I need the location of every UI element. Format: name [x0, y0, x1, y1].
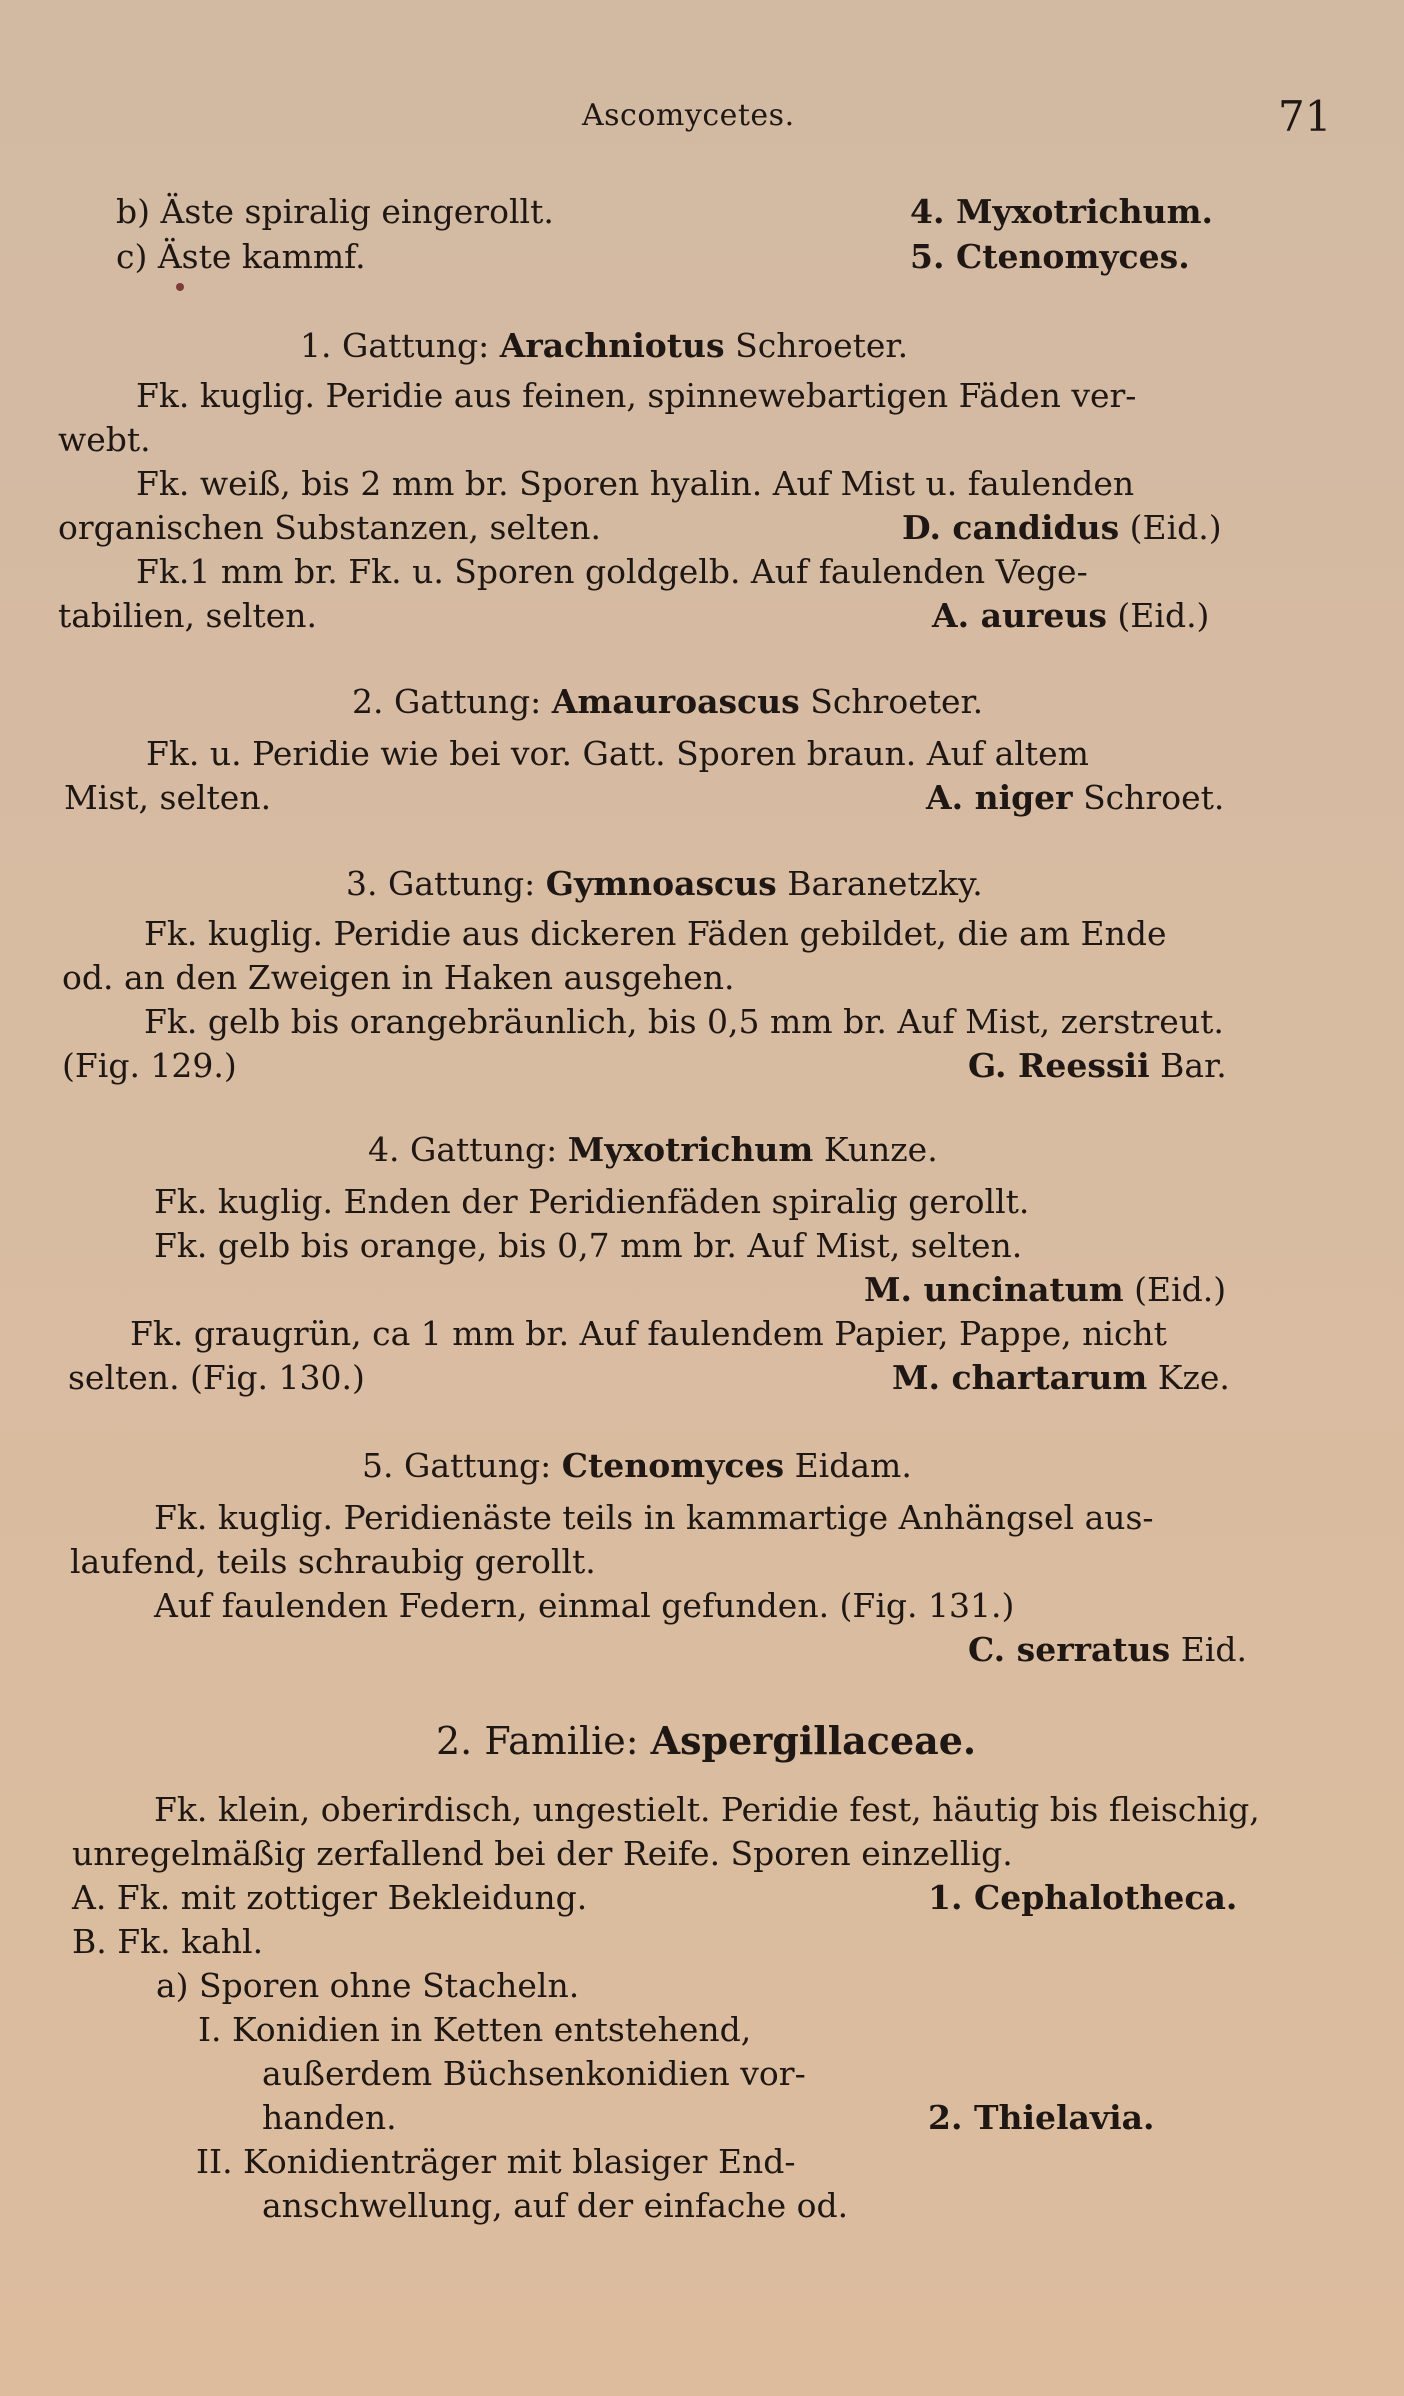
paragraph-line: laufend, teils schraubig gerollt. — [70, 1542, 596, 1581]
paragraph-line: Fk. kuglig. Peridienäste teils in kammartige Anhängsel aus- — [154, 1498, 1154, 1537]
species-name — [902, 508, 1222, 548]
key-line-bai-cont: außerdem Büchsenkonidien vor- — [262, 2054, 806, 2093]
genus-name: Arachniotus — [499, 326, 725, 365]
genus-heading-myxotrichum — [368, 1130, 938, 1169]
species-binomial: M. chartarum — [892, 1358, 1148, 1397]
key-taxon-ctenomyces: 5. Ctenomyces. — [910, 237, 1190, 276]
key-taxon-thielavia: 2. Thielavia. — [928, 2098, 1155, 2137]
species-binomial: C. serratus — [968, 1630, 1171, 1669]
running-title: Ascomycetes. — [582, 98, 795, 133]
paragraph-line: webt. — [58, 420, 151, 459]
key-line-b: B. Fk. kahl. — [72, 1922, 264, 1961]
species-author: (Eid.) — [1117, 596, 1210, 635]
family-heading-prefix: 2. Familie: — [436, 1719, 639, 1763]
species-name — [968, 1046, 1227, 1086]
genus-name: Ctenomyces — [561, 1446, 785, 1485]
page-number: 71 — [1278, 92, 1332, 141]
key-line-bai-cont: handen. — [262, 2098, 397, 2137]
ink-speck — [176, 283, 184, 291]
key-line-b: b) Äste spiralig eingerollt. — [116, 192, 554, 231]
species-name — [968, 1630, 1247, 1670]
genus-heading-prefix: 5. Gattung: — [362, 1446, 552, 1485]
genus-heading-prefix: 3. Gattung: — [346, 864, 536, 903]
species-name — [892, 1358, 1230, 1398]
genus-author: Eidam. — [794, 1446, 912, 1485]
species-author: Bar. — [1160, 1046, 1227, 1085]
key-line-ba: a) Sporen ohne Stacheln. — [156, 1966, 580, 2005]
paragraph-line: Fk. gelb bis orange, bis 0,7 mm br. Auf Mist, selten. — [154, 1226, 1023, 1265]
species-name — [926, 778, 1224, 818]
species-name — [864, 1270, 1226, 1310]
species-binomial: G. Reessii — [968, 1046, 1150, 1085]
key-line-c: c) Äste kammf. — [116, 237, 366, 276]
species-author: Kze. — [1157, 1358, 1230, 1397]
paragraph-line: unregelmäßig zerfallend bei der Reife. Sporen einzellig. — [72, 1834, 1013, 1873]
genus-heading-prefix: 1. Gattung: — [300, 326, 490, 365]
species-author: Eid. — [1180, 1630, 1247, 1669]
species-name — [932, 596, 1209, 636]
genus-author: Kunze. — [823, 1130, 938, 1169]
paragraph-line: Fk.1 mm br. Fk. u. Sporen goldgelb. Auf faulenden Vege- — [136, 552, 1088, 591]
genus-heading-prefix: 2. Gattung: — [352, 682, 542, 721]
key-line-baii: II. Konidienträger mit blasiger End- — [196, 2142, 796, 2181]
key-line-a: A. Fk. mit zottiger Bekleidung. — [72, 1878, 588, 1917]
family-name: Aspergillaceae. — [650, 1718, 977, 1763]
genus-name: Myxotrichum — [567, 1130, 814, 1169]
paragraph-line: od. an den Zweigen in Haken ausgehen. — [62, 958, 735, 997]
species-author: (Eid.) — [1134, 1270, 1227, 1309]
genus-author: Schroeter. — [810, 682, 984, 721]
key-line-bai: I. Konidien in Ketten entstehend, — [198, 2010, 752, 2049]
key-taxon-cephalotheca: 1. Cephalotheca. — [928, 1878, 1238, 1917]
paragraph-line: Fk. graugrün, ca 1 mm br. Auf faulendem Papier, Pappe, nicht — [130, 1314, 1167, 1353]
genus-name: Gymnoascus — [545, 864, 777, 903]
genus-heading-gymnoascus — [346, 864, 983, 903]
paragraph-line: Mist, selten. — [64, 778, 272, 817]
key-taxon-myxotrichum: 4. Myxotrichum. — [910, 192, 1213, 231]
species-author: Schroet. — [1083, 778, 1225, 817]
genus-heading-arachniotus — [300, 326, 908, 365]
paragraph-line: Fk. kuglig. Peridie aus dickeren Fäden gebildet, die am Ende — [144, 914, 1167, 953]
species-binomial: A. aureus — [932, 596, 1107, 635]
species-binomial: D. candidus — [902, 508, 1120, 547]
paragraph-line: Fk. kuglig. Peridie aus feinen, spinnewebartigen Fäden ver- — [136, 376, 1137, 415]
genus-heading-prefix: 4. Gattung: — [368, 1130, 558, 1169]
paragraph-line: Auf faulenden Federn, einmal gefunden. (Fig. 131.) — [154, 1586, 1015, 1625]
species-binomial: M. uncinatum — [864, 1270, 1124, 1309]
paragraph-line: (Fig. 129.) — [62, 1046, 237, 1085]
key-line-baii-cont: anschwellung, auf der einfache od. — [262, 2186, 849, 2225]
paragraph-line: Fk. kuglig. Enden der Peridienfäden spiralig gerollt. — [154, 1182, 1030, 1221]
paragraph-line: Fk. u. Peridie wie bei vor. Gatt. Sporen braun. Auf altem — [146, 734, 1089, 773]
species-binomial: A. niger — [926, 778, 1073, 817]
paragraph-line: organischen Substanzen, selten. — [58, 508, 602, 547]
genus-heading-ctenomyces — [362, 1446, 912, 1485]
paragraph-line: Fk. klein, oberirdisch, ungestielt. Peridie fest, häutig bis fleischig, — [154, 1790, 1260, 1829]
family-heading-aspergillaceae — [436, 1718, 976, 1763]
genus-author: Baranetzky. — [787, 864, 983, 903]
species-author: (Eid.) — [1129, 508, 1222, 547]
genus-name: Amauroascus — [551, 682, 800, 721]
genus-heading-amauroascus — [352, 682, 983, 721]
paragraph-line: Fk. gelb bis orangebräunlich, bis 0,5 mm br. Auf Mist, zerstreut. — [144, 1002, 1224, 1041]
paragraph-line: selten. (Fig. 130.) — [68, 1358, 365, 1397]
paragraph-line: Fk. weiß, bis 2 mm br. Sporen hyalin. Auf Mist u. faulenden — [136, 464, 1135, 503]
genus-author: Schroeter. — [735, 326, 909, 365]
paragraph-line: tabilien, selten. — [58, 596, 318, 635]
